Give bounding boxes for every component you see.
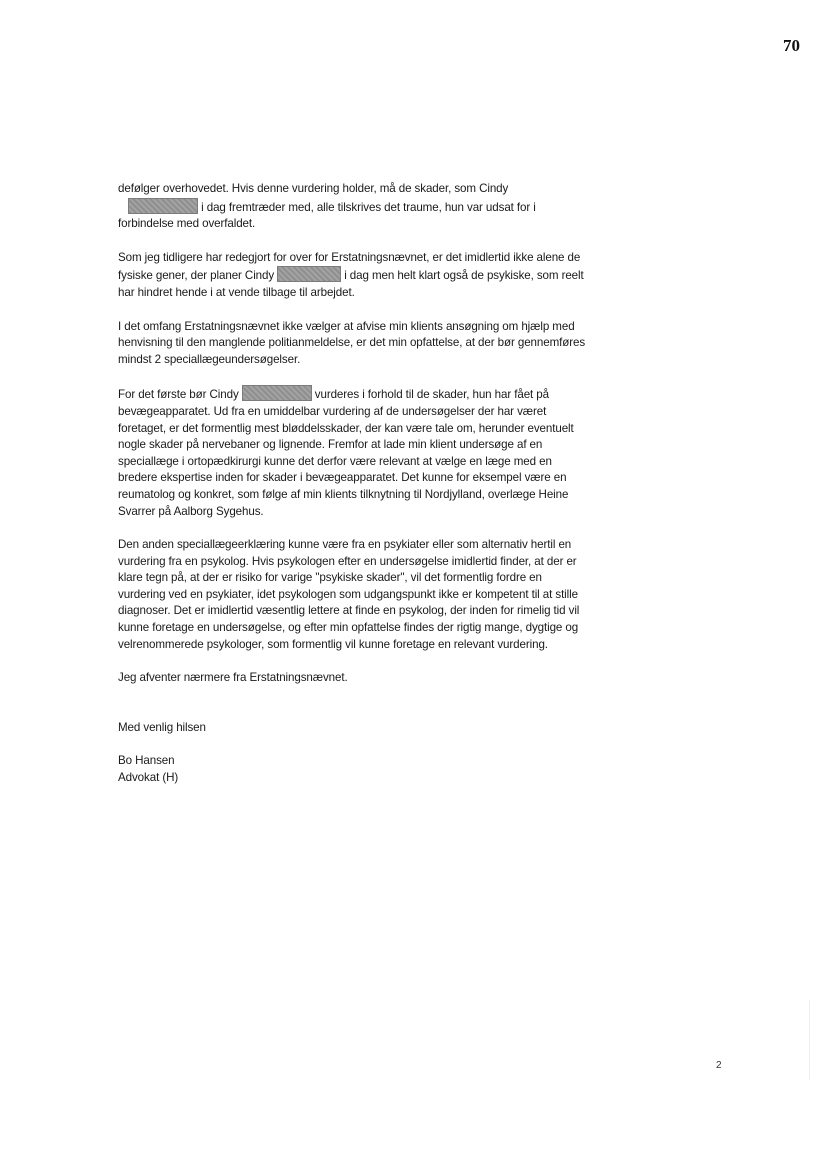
paragraph-4-after-redaction: vurderes i forhold til de skader, hun har fået på bevægeapparatet. Ud fra en umiddelbar vurdering af de undersøgelser der har været foretaget, er det formentlig mest bløddelsskader, der kan være tale om, herunder eventuelt nogle skader på nervebaner og lignende. Fremfor at lade min klient undersøge af en speciallæge i ortopædkirurgi kunne det derfor være relevant at vælge en læge med en bredere ekspertise inden for skader i bevægeapparatet. Det kunne for eksempel være en reumatolog og konkret, som følge af min klients tilknytning til Nordjylland, overlæge Heine Svarrer på Aalborg Sygehus. (118, 388, 574, 518)
paragraph-4-before-redaction: For det første bør Cindy (118, 388, 239, 402)
paragraph-6: Jeg afventer nærmere fra Erstatningsnævnet. (118, 671, 348, 685)
redacted-surname-2 (277, 266, 341, 282)
paragraph-1 (118, 181, 592, 233)
paragraph-2-before-redaction: Som jeg tidligere har redegjort for over for Erstatningsnævnet, er det imidlertid ikke alene de fysiske gener, der planer Cindy (118, 250, 581, 283)
page-number-top: 70 (783, 36, 800, 55)
page-number-bottom: 2 (716, 1060, 722, 1071)
signatory-name: Bo Hansen (118, 754, 175, 768)
closing-block (118, 720, 592, 787)
paragraph-5: Den anden speciallægeerklæring kunne være fra en psykiater eller som alternativ hertil en vurdering fra en psykolog. Hvis psykologen efter en undersøgelse imidlertid finder, at der er klare tegn på, at der er risiko for varige "psykiske skader", vil det formentlig fordre en vurdering ved en psykiater, idet psykologen som udgangspunkt ikke er kompetent til at stille diagnoser. Det er imidlertid væsentlig lettere at finde en psykolog, der inden for rimelig tid vil kunne foretage en undersøgelse, og efter min opfattelse findes der rigtig mange, dygtige og velrenommerede psykologer, som formentlig vil kunne foretage en relevant vurdering. (118, 538, 580, 651)
signatory-title: Advokat (H) (118, 771, 179, 785)
paragraph-3: I det omfang Erstatningsnævnet ikke vælger at afvise min klients ansøgning om hjælp med henvisning til den manglende politianmeldelse, er det min opfattelse, at der bør gennemføres mindst 2 speciallægeundersøgelser. (118, 319, 586, 366)
paragraph-2-after-redaction: i dag men helt klart også de psykiske, som reelt har hindret hende i at vende tilbage til arbejdet. (118, 269, 584, 299)
paragraph-1-line-2: i dag fremtræder med, alle tilskrives det traume, hun var udsat for i (198, 200, 536, 214)
letter-body (118, 181, 592, 787)
scan-edge-mark (809, 1000, 810, 1080)
paragraph-1-line-3: forbindelse med overfaldet. (118, 217, 256, 231)
closing-greeting: Med venlig hilsen (118, 720, 206, 734)
paragraph-2 (118, 250, 592, 302)
paragraph-1-line-1: defølger overhovedet. Hvis denne vurdering holder, må de skader, som Cindy (118, 182, 509, 195)
paragraph-4 (118, 385, 592, 520)
redacted-surname-3 (242, 385, 312, 401)
signature-block (118, 753, 592, 786)
redacted-surname-1 (128, 198, 198, 214)
